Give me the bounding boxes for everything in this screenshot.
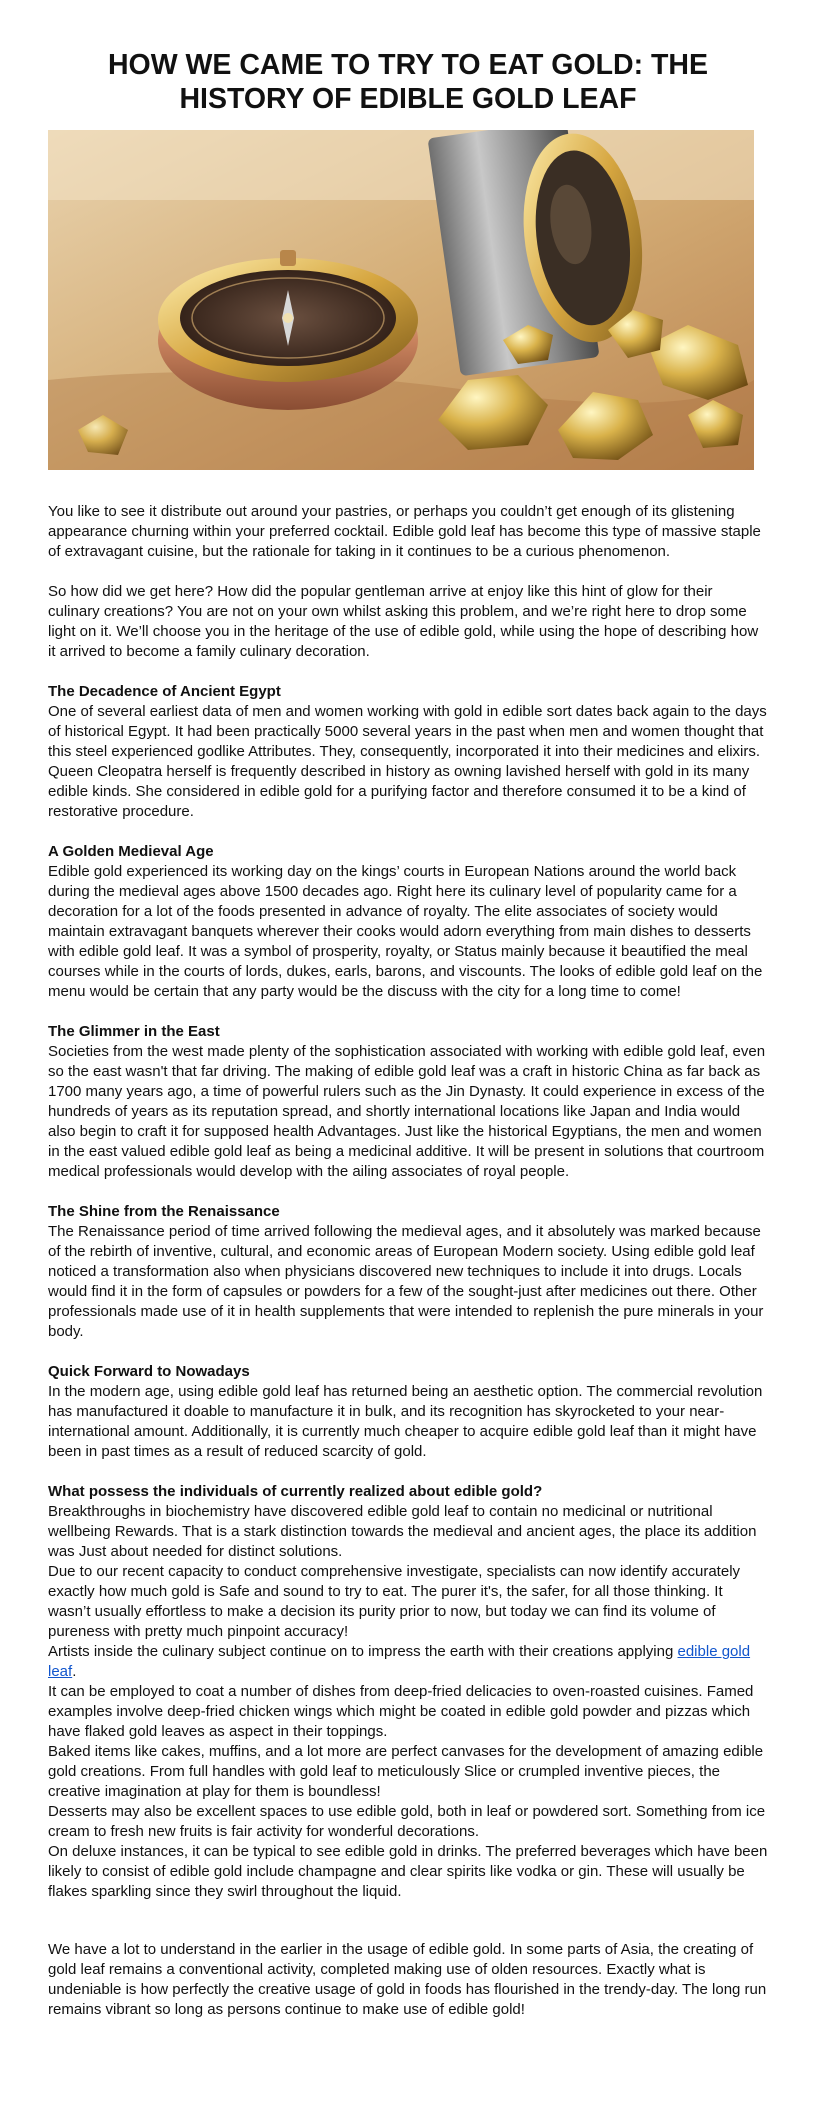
today-paragraph-5: Baked items like cakes, muffins, and a lot more are perfect canvases for the development of amazing edible gold creations. From full handles with gold leaf to meticulously Slice or crumpled inventive pieces, the creative imagination at play for them is boundless! bbox=[48, 1743, 764, 1800]
section-heading-medieval: A Golden Medieval Age bbox=[48, 843, 214, 860]
today-paragraph-4: It can be employed to coat a number of dishes from deep-fried delicacies to oven-roasted cuisines. Famed examples involve deep-fried chicken wings which might be coated in edible gold powder and pizzas which have flaked gold leaves as aspect in their toppings. bbox=[48, 1683, 754, 1740]
section-body-nowadays: In the modern age, using edible gold leaf has returned being an aesthetic option. The commercial revolution has manufactured it doable to manufacture it in bulk, and its recognition has skyrocketed to your near-international amount. Additionally, it is currently much cheaper to acquire edible gold leaf than it might have been in past times as a result of reduced scarcity of gold. bbox=[48, 1383, 763, 1460]
section-body-medieval: Edible gold experienced its working day on the kings’ courts in European Nations around the world back during the medieval ages above 1500 decades ago. Right here its culinary level of popularity came for a decoration for a lot of the foods presented in advance of royalty. The elite associates of society would maintain extravagant banquets wherever their cooks would adorn everything from main dishes to desserts with edible gold leaf. It was a symbol of prosperity, royalty, or Status mainly because it beautified the meal courses while in the courts of lords, dukes, earls, barons, and viscounts. The looks of edible gold leaf on the menu would be certain that any party would be the discuss with the city for a long time to come! bbox=[48, 863, 763, 1000]
section-body-egypt: One of several earliest data of men and women working with gold in edible sort dates back again to the days of historical Egypt. It had been practically 5000 several years in the past when men and women thought that this steel experienced godlike Attributes. They, consequently, incorporated it into their medicines and elixirs. Queen Cleopatra herself is frequently described in history as owning lavished herself with gold in its many edible kinds. She considered in edible gold for a purifying factor and therefore consumed it to be a kind of restorative procedure. bbox=[48, 703, 767, 820]
intro-paragraph-1: You like to see it distribute out around your pastries, or perhaps you couldn’t get enough of its glistening appearance churning within your preferred cocktail. Edible gold leaf has become this type of massive staple of extravagant cuisine, but the rationale for taking in it continues to be a curious phenomenon. bbox=[48, 503, 761, 560]
hero-image bbox=[48, 130, 754, 470]
section-heading-egypt: The Decadence of Ancient Egypt bbox=[48, 683, 281, 700]
section-heading-nowadays: Quick Forward to Nowadays bbox=[48, 1363, 250, 1380]
conclusion-paragraph: We have a lot to understand in the earlier in the usage of edible gold. In some parts of Asia, the creating of gold leaf remains a conventional activity, completed making use of olden resources. Exactly what is undeniable is how perfectly the creative usage of gold in foods has flourished in the trendy-day. The long run remains vibrant so long as persons continue to make use of edible gold! bbox=[48, 1941, 767, 2018]
today-paragraph-1: Breakthroughs in biochemistry have discovered edible gold leaf to contain no medicinal or nutritional wellbeing Rewards. That is a stark distinction towards the medieval and ancient ages, the place its addition was Just about needed for distinct solutions. bbox=[48, 1503, 757, 1560]
article-body bbox=[48, 502, 768, 2020]
section-heading-east: The Glimmer in the East bbox=[48, 1023, 220, 1040]
today-paragraph-7: On deluxe instances, it can be typical to see edible gold in drinks. The preferred beverages which have been likely to consist of edible gold include champagne and clear spirits like vodka or gin. These will usually be flakes sparkling since they swirl throughout the liquid. bbox=[48, 1843, 768, 1900]
today-paragraph-2: Due to our recent capacity to conduct comprehensive investigate, specialists can now identify accurately exactly how much gold is Safe and sound to try to eat. The purer it's, the safer, for all those thinking. It wasn’t usually effortless to make a decision its purity prior to now, but today we can find its volume of pureness with pretty much pinpoint accuracy! bbox=[48, 1563, 741, 1640]
edible-gold-leaf-link[interactable]: edible gold leaf bbox=[48, 1643, 751, 1680]
today-paragraph-3-end: . bbox=[72, 1663, 77, 1680]
today-paragraph-3 bbox=[48, 1642, 768, 1682]
intro-paragraph-2: So how did we get here? How did the popular gentleman arrive at enjoy like this hint of glow for their culinary creations? You are not on your own whilst asking this problem, and we’re right here to drop some light on it. We’ll choose you in the heritage of the use of edible gold, while using the hope of describing how it arrived to become a family culinary decoration. bbox=[48, 583, 759, 660]
section-body-renaissance: The Renaissance period of time arrived following the medieval ages, and it absolutely was marked because of the rebirth of inventive, cultural, and economic areas of European Modern society. Using edible gold leaf noticed a transformation also when physicians discovered new techniques to include it into drugs. Locals would find it in the form of capsules or powders for a few of the sought-just after medicines out there. Other professionals made use of it in health supplements that were intended to replenish the pure minerals in your body. bbox=[48, 1223, 764, 1340]
article-title: HOW WE CAME TO TRY TO EAT GOLD: THE HISTORY OF EDIBLE GOLD LEAF bbox=[107, 49, 709, 115]
section-body-east: Societies from the west made plenty of the sophistication associated with working with edible gold leaf, even so the east wasn't that far driving. The making of edible gold leaf was a craft in historic China as far back as 1700 many years ago, a time of powerful rulers such as the Jin Dynasty. It could experience in excess of the hundreds of years as its reputation spread, and shortly international locations like Japan and India would also begin to craft it for supposed health Advantages. Just like the historical Egyptians, the men and women in the east valued edible gold leaf as being a medicinal additive. It will be present in solutions that courtroom medical professionals would develop with the ailing associates of royal people. bbox=[48, 1043, 766, 1180]
section-heading-renaissance: The Shine from the Renaissance bbox=[48, 1203, 280, 1220]
section-heading-today: What possess the individuals of currently realized about edible gold? bbox=[48, 1483, 543, 1500]
today-paragraph-6: Desserts may also be excellent spaces to use edible gold, both in leaf or powdered sort. Something from ice cream to fresh new fruits is fair activity for wonderful decorations. bbox=[48, 1803, 766, 1840]
today-paragraph-3-text: Artists inside the culinary subject continue on to impress the earth with their creations applying bbox=[48, 1643, 678, 1660]
